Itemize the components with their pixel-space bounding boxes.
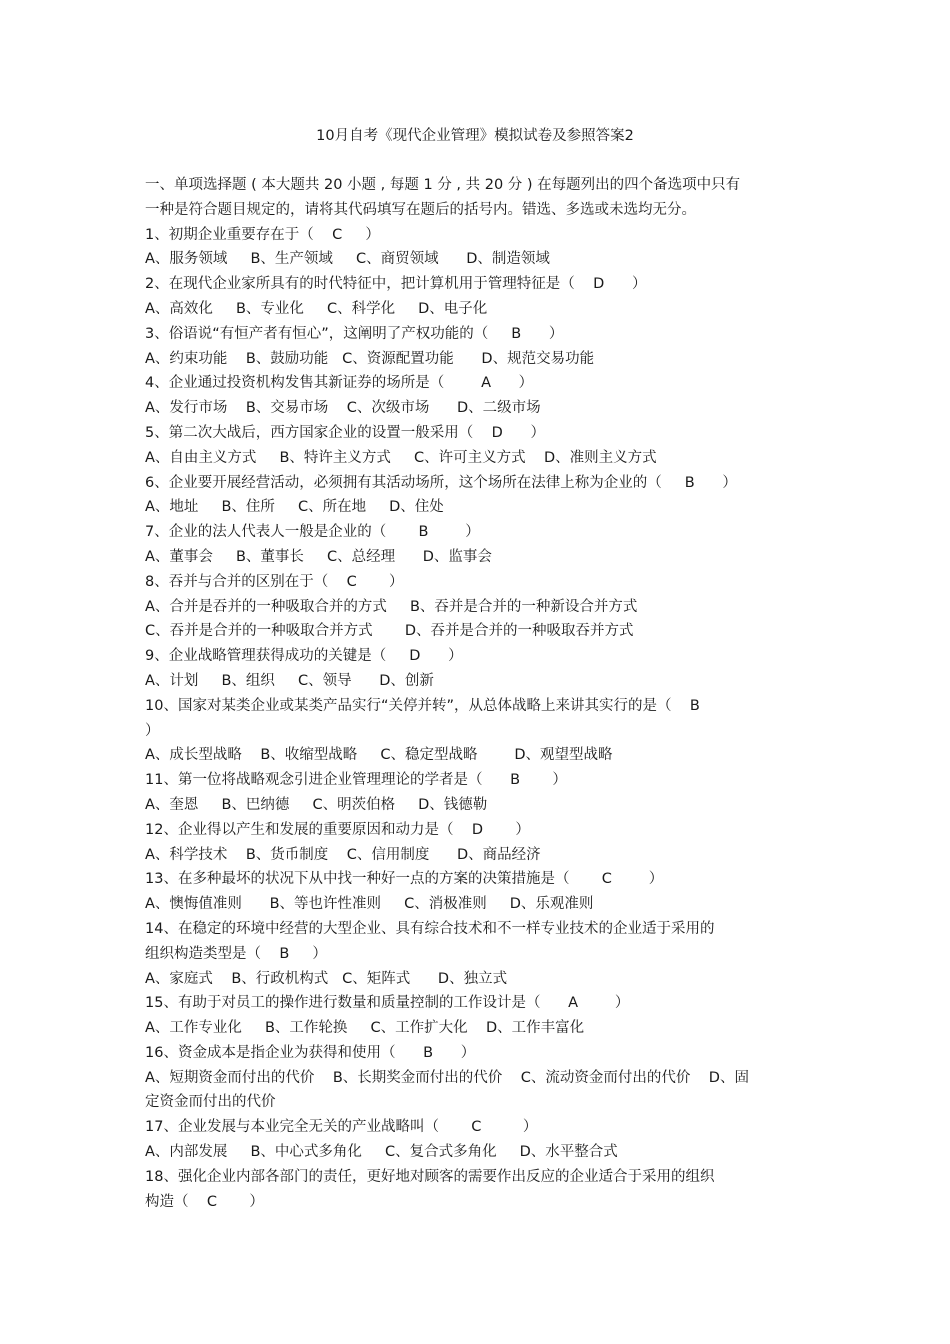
text-line: 10、国家对某类企业或某类产品实行“关停并转”，从总体战略上来讲其实行的是（ B [145,697,700,714]
text-line: 13、在多种最坏的状况下从中找一种好一点的方案的决策措施是（ C ） [145,871,664,888]
text-line: A、约束功能 B、鼓励功能 C、资源配置功能 D、规范交易功能 [145,350,595,367]
text-line: 一种是符合题目规定的，请将其代码填写在题后的括号内。错选、多选或未选均无分。 [145,201,696,218]
text-line: A、计划 B、组织 C、领导 D、创新 [145,672,434,689]
text-line: 定资金而付出的代价 [145,1094,276,1111]
text-line: 18、强化企业内部各部门的责任，更好地对顾客的需要作出反应的企业适合于采用的组织 [145,1168,715,1185]
text-line: 组织构造类型是（ B ） [145,945,327,962]
text-line: A、科学技术 B、货币制度 C、信用制度 D、商品经济 [145,846,541,863]
text-line: 2、在现代企业家所具有的时代特征中，把计算机用于管理特征是（ D ） [145,276,647,293]
document-body [145,173,815,1214]
text-line: 8、吞并与合并的区别在于（ C ） [145,573,404,590]
text-line: 6、企业要开展经营活动，必须拥有其活动场所，这个场所在法律上称为企业的（ B ） [145,474,737,491]
text-line: A、成长型战略 B、收缩型战略 C、稳定型战略 D、观望型战略 [145,747,613,764]
text-line: A、家庭式 B、行政机构式 C、矩阵式 D、独立式 [145,970,508,987]
text-line: A、董事会 B、董事长 C、总经理 D、监事会 [145,548,492,565]
text-line: 5、第二次大战后，西方国家企业的设置一般采用（ D ） [145,424,545,441]
text-line: A、高效化 B、专业化 C、科学化 D、电子化 [145,300,488,317]
text-line: 4、企业通过投资机构发售其新证券的场所是（ A ） [145,375,534,392]
text-line: A、发行市场 B、交易市场 C、次级市场 D、二级市场 [145,400,541,417]
text-line: A、地址 B、住所 C、所在地 D、住处 [145,499,444,516]
text-line: C、吞并是合并的一种吸取合并方式 D、吞并是合并的一种吸取吞并方式 [145,623,634,640]
text-line: 1、初期企业重要存在于（ C ） [145,226,380,243]
document-title: 10月自考《现代企业管理》模拟试卷及参照答案2 [316,128,634,144]
text-line: A、奎恩 B、巴纳德 C、明茨伯格 D、钱德勒 [145,796,488,813]
text-line: 7、企业的法人代表人一般是企业的（ B ） [145,524,480,541]
text-line: 17、企业发展与本业完全无关的产业战略叫（ C ） [145,1119,538,1136]
text-line: 15、有助于对员工的操作进行数量和质量控制的工作设计是（ A ） [145,995,630,1012]
text-line: 构造（ C ） [145,1193,264,1210]
text-line: A、工作专业化 B、工作轮换 C、工作扩大化 D、工作丰富化 [145,1020,585,1037]
text-line: A、服务领域 B、生产领域 C、商贸领域 D、制造领域 [145,251,550,268]
text-line: 16、资金成本是指企业为获得和使用（ B ） [145,1044,476,1061]
text-line: 3、俗语说“有恒产者有恒心”，这阐明了产权功能的（ B ） [145,325,564,342]
text-line: A、内部发展 B、中心式多角化 C、复合式多角化 D、水平整合式 [145,1144,618,1161]
text-line: ） [145,722,160,739]
text-line: A、懊悔值准则 B、等也许性准则 C、消极准则 D、乐观准则 [145,896,594,913]
text-line: 一、单项选择题 ( 本大题共 20 小题 , 每题 1 分 , 共 20 分 ) 在每题列出的四个备选项中只有 [145,177,741,193]
text-line: A、短期资金而付出的代价 B、长期奖金而付出的代价 C、流动资金而付出的代价 D、固 [145,1069,749,1086]
text-line: A、自由主义方式 B、特许主义方式 C、许可主义方式 D、准则主义方式 [145,449,657,466]
text-line: 12、企业得以产生和发展的重要原因和动力是（ D ） [145,821,530,838]
text-line: 14、在稳定的环境中经营的大型企业、具有综合技术和不一样专业技术的企业适于采用的 [145,920,715,937]
text-line: A、合并是吞并的一种吸取合并的方式 B、吞并是合并的一种新设合并方式 [145,598,638,615]
text-line: 9、企业战略管理获得成功的关键是（ D ） [145,648,463,665]
text-line: 11、第一位将战略观念引进企业管理理论的学者是（ B ） [145,772,567,789]
